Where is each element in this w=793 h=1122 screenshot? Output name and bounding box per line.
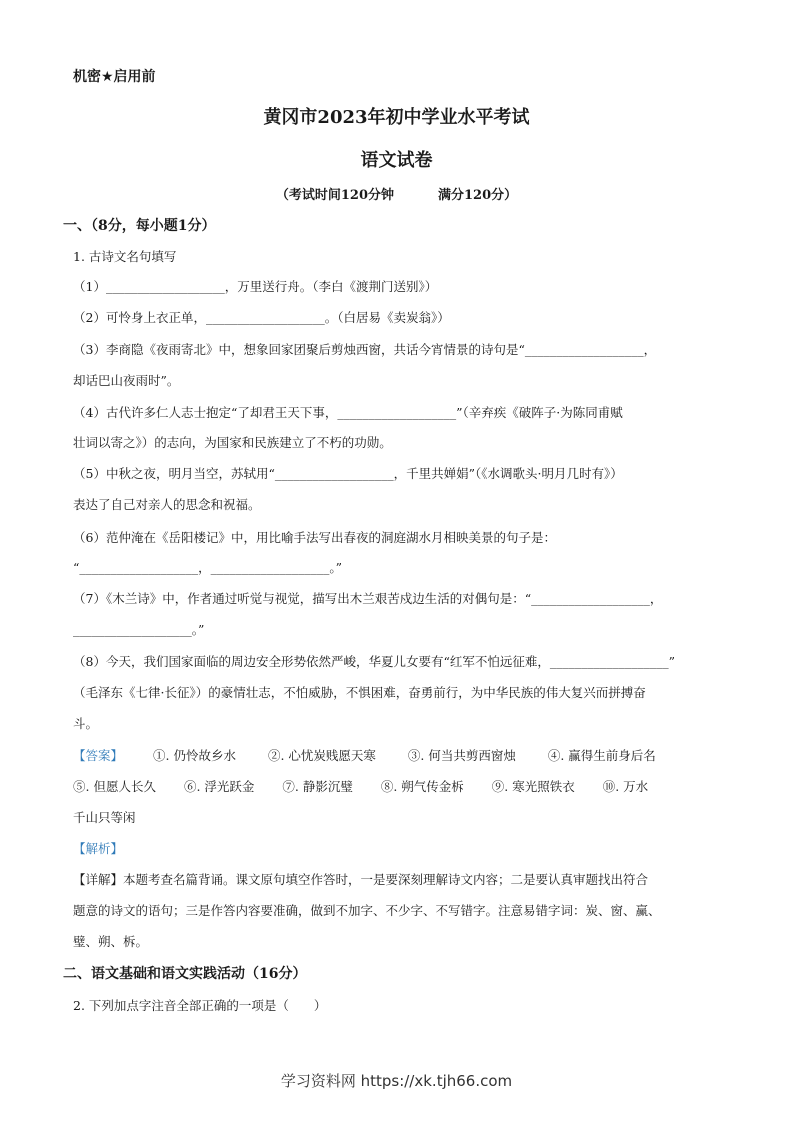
detail-line: 题意的诗文的语句；三是作答内容要准确，做到不加字、不少字、不写错字。注意易错字词：炭、窗、赢、 (73, 903, 661, 918)
q1-title: 1. 古诗文名句填写 (73, 249, 177, 264)
answer-item: ⑧. 朔气传金柝 (380, 779, 464, 794)
exam-subtitle: 语文试卷 (360, 150, 433, 171)
answer-item: ⑨. 寒光照铁衣 (491, 779, 575, 794)
answer-item: ⑥. 浮光跃金 (183, 779, 255, 794)
q1-line: 斗。 (73, 716, 99, 731)
exam-title: 黄冈市2023年初中学业水平考试 (263, 107, 530, 128)
answer-item: ③. 何当共剪西窗烛 (407, 748, 516, 763)
analysis-label: 【解析】 (73, 841, 124, 856)
answer-label: 【答案】 (73, 748, 124, 763)
q1-line: （2）可怜身上衣正单，___________________。（白居易《卖炭翁》） (73, 310, 450, 325)
secret-mark: 机密★启用前 (73, 69, 156, 85)
q1-line: （毛泽东《七律·长征》）的豪情壮志，不怕威胁，不惧困难，奋勇前行，为中华民族的伟大复兴而拼搏奋 (73, 685, 646, 700)
full-score: 满分120分） (438, 188, 518, 203)
q1-line: （5）中秋之夜，明月当空，苏轼用“___________________，千里共婵娟”（《水调歌头·明月几时有》） (73, 466, 623, 481)
q1-line: （3）李商隐《夜雨寄北》中，想象回家团聚后剪烛西窗，共话今宵情景的诗句是“___________________， (73, 342, 657, 357)
detail-line: 璧、朔、柝。 (73, 934, 149, 949)
q1-line: “___________________，___________________。” (73, 560, 343, 575)
q1-line: （6）范仲淹在《岳阳楼记》中，用比喻手法写出春夜的洞庭湖水月相映美景的句子是： (73, 530, 556, 545)
answer-item: ⑦. 静影沉璧 (282, 779, 353, 794)
q1-line: （1）___________________，万里送行舟。（李白《渡荆门送别》） (73, 279, 438, 294)
section2-heading: 二、语文基础和语文实践活动（16分） (63, 966, 307, 982)
answer-item: ①. 仍怜故乡水 (153, 748, 236, 763)
q2-title: 2. 下列加点字注音全部正确的一项是（ ） (73, 998, 327, 1013)
exam-time: （考试时间120分钟 (275, 188, 394, 203)
q1-line: 表达了自己对亲人的思念和祝福。 (73, 497, 261, 512)
exam-info (0, 184, 793, 203)
answer-item: ④. 赢得生前身后名 (547, 748, 656, 763)
answer-item: ⑤. 但愿人长久 (73, 779, 156, 794)
detail-line: 【详解】本题考查名篇背诵。课文原句填空作答时，一是要深刻理解诗文内容；二是要认真审题找出符合 (73, 872, 649, 887)
footer-watermark[interactable]: 学习资料网 https://xk.tjh66.com (280, 1072, 513, 1090)
section1-heading: 一、（8分，每小题1分） (63, 218, 216, 234)
q1-line: 却话巴山夜雨时”。 (73, 373, 180, 388)
q1-line: （8）今天，我们国家面临的周边安全形势依然严峻，华夏儿女要有“红军不怕远征难，___________________” (73, 654, 675, 669)
answer-row: 千山只等闲 (73, 810, 136, 825)
answer-row (73, 746, 656, 764)
q1-line: ___________________。” (73, 622, 205, 637)
q1-line: （4）古代许多仁人志士抱定“了却君王天下事，___________________”（辛弃疾《破阵子·为陈同甫赋 (73, 405, 623, 420)
answer-row (73, 777, 648, 795)
answer-item: ②. 心忧炭贱愿天寒 (267, 748, 376, 763)
answer-item: ⑩. 万水 (602, 779, 649, 794)
q1-line: 壮词以寄之》）的志向，为国家和民族建立了不朽的功勋。 (73, 435, 392, 450)
q1-line: （7）《木兰诗》中，作者通过听觉与视觉，描写出木兰艰苦戍边生活的对偶句是：“___________________， (73, 591, 663, 606)
